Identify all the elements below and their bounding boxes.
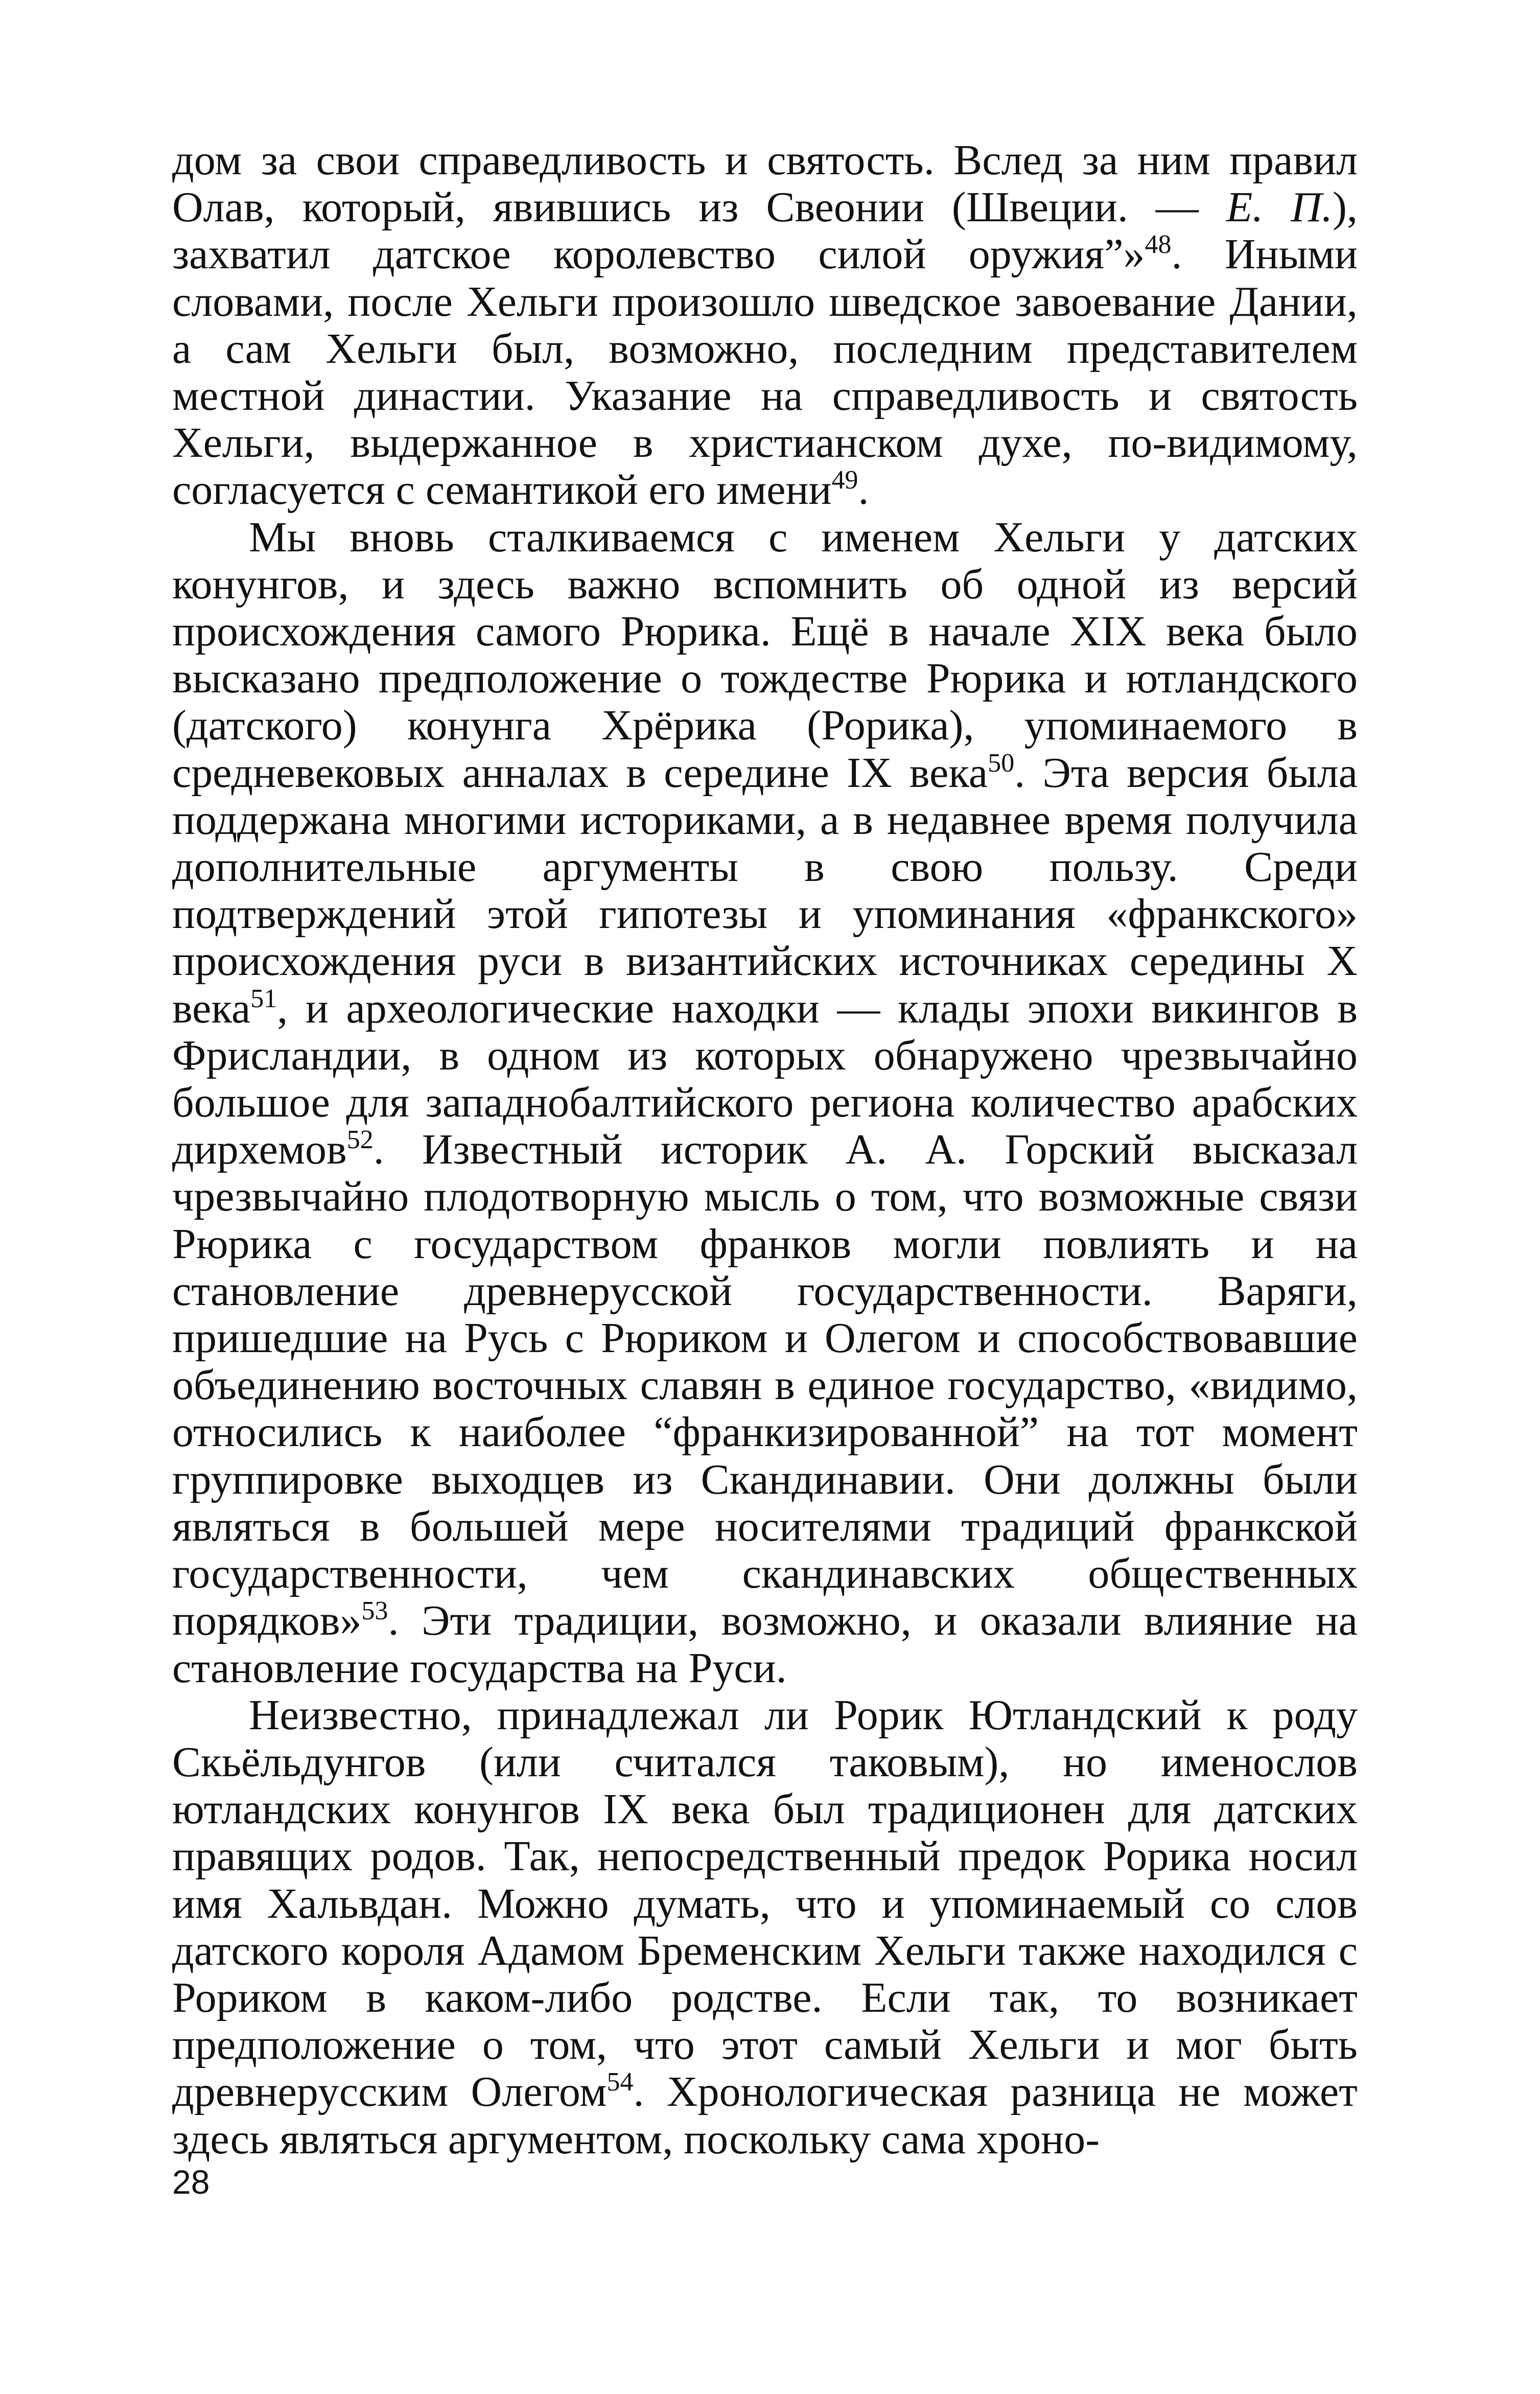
text-run: Неизвестно, принадлежал ли Рорик Ютландский к роду Скьёльдунгов (или считался таковым), но именослов ютландских конунгов IX века был традиционен для датских правящих родов. Так, непосредственный предок Рорика носил имя Хальвдан. Можно думать, что и упоминаемый со слов датского короля Адамом Бременским Хельги также находился с Рориком в каком-либо родстве. Если так, то возникает предположение о том, что этот самый Хельги и мог быть древнерусским Олегом — [172, 1691, 1358, 2116]
footnote-ref: 48 — [1145, 230, 1172, 260]
text-run: . Иными словами, после Хельги произошло шведское завоевание Дании, а сам Хельги был, возможно, последним представителем местной династии. Указание на справедливость и святость Хельги, выдержанное в христианском духе, по-видимому, согласуется с семантикой его имени — [172, 230, 1358, 514]
text-run: дом за свои справедливость и святость. Вслед за ним правил Олав, который, явившись из Свеонии (Швеции. — — [172, 136, 1358, 231]
text-run: , и археологические находки — клады эпохи викингов в Фрисландии, в одном из которых обнаружено чрезвычайно большое для западнобалтийского региона количество арабских дирхемов — [172, 984, 1358, 1174]
paragraph-2 — [172, 514, 1358, 1692]
text-run: . — [858, 466, 869, 514]
footnote-ref: 49 — [831, 466, 858, 495]
text-run: . Эта версия была поддержана многими историками, а в недавнее время получила дополнительные аргументы в свою пользу. Среди подтверждений этой гипотезы и упоминания «франкского» происхождения руси в византийских источниках середины X века — [172, 749, 1358, 1032]
paragraph-3 — [172, 1692, 1358, 2163]
text-run: . Хронологическая разница не может здесь являться аргументом, поскольку сама хроно- — [172, 2068, 1358, 2163]
text-run: . Эти традиции, возможно, и оказали влияние на становление государства на Руси. — [172, 1597, 1358, 1692]
text-run: ), захватил датское королевство силой оружия”» — [172, 183, 1358, 278]
text-run: Мы вновь сталкиваемся с именем Хельги у датских конунгов, и здесь важно вспомнить об одной из версий происхождения самого Рюрика. Ещё в начале XIX века было высказано предположение о тождестве Рюрика и ютландского (датского) конунга Хрёрика (Рорика), упоминаемого в средневековых анналах в середине IX века — [172, 513, 1358, 797]
footnote-ref: 52 — [346, 1125, 374, 1155]
paragraph-1 — [172, 137, 1358, 514]
text-run: . Известный историк А. А. Горский высказал чрезвычайно плодотворную мысль о том, что возможные связи Рюрика с государством франков могли повлиять и на становление древнерусской государственности. Варяги, пришедшие на Русь с Рюриком и Олегом и способствовавшие объединению восточных славян в единое государство, «видимо, относились к наиболее “франкизированной” на тот момент группировке выходцев из Скандинавии. Они должны были являться в большей мере носителями традиций франкской государственности, чем скандинавских общественных порядков» — [172, 1126, 1358, 1645]
page-number: 28 — [172, 2163, 210, 2201]
italic-text: Е. П. — [1226, 183, 1333, 231]
footnote-ref: 51 — [250, 984, 277, 1013]
page-body — [172, 137, 1358, 2163]
footnote-ref: 53 — [361, 1596, 388, 1626]
footnote-ref: 54 — [606, 2067, 634, 2097]
footnote-ref: 50 — [988, 748, 1015, 778]
